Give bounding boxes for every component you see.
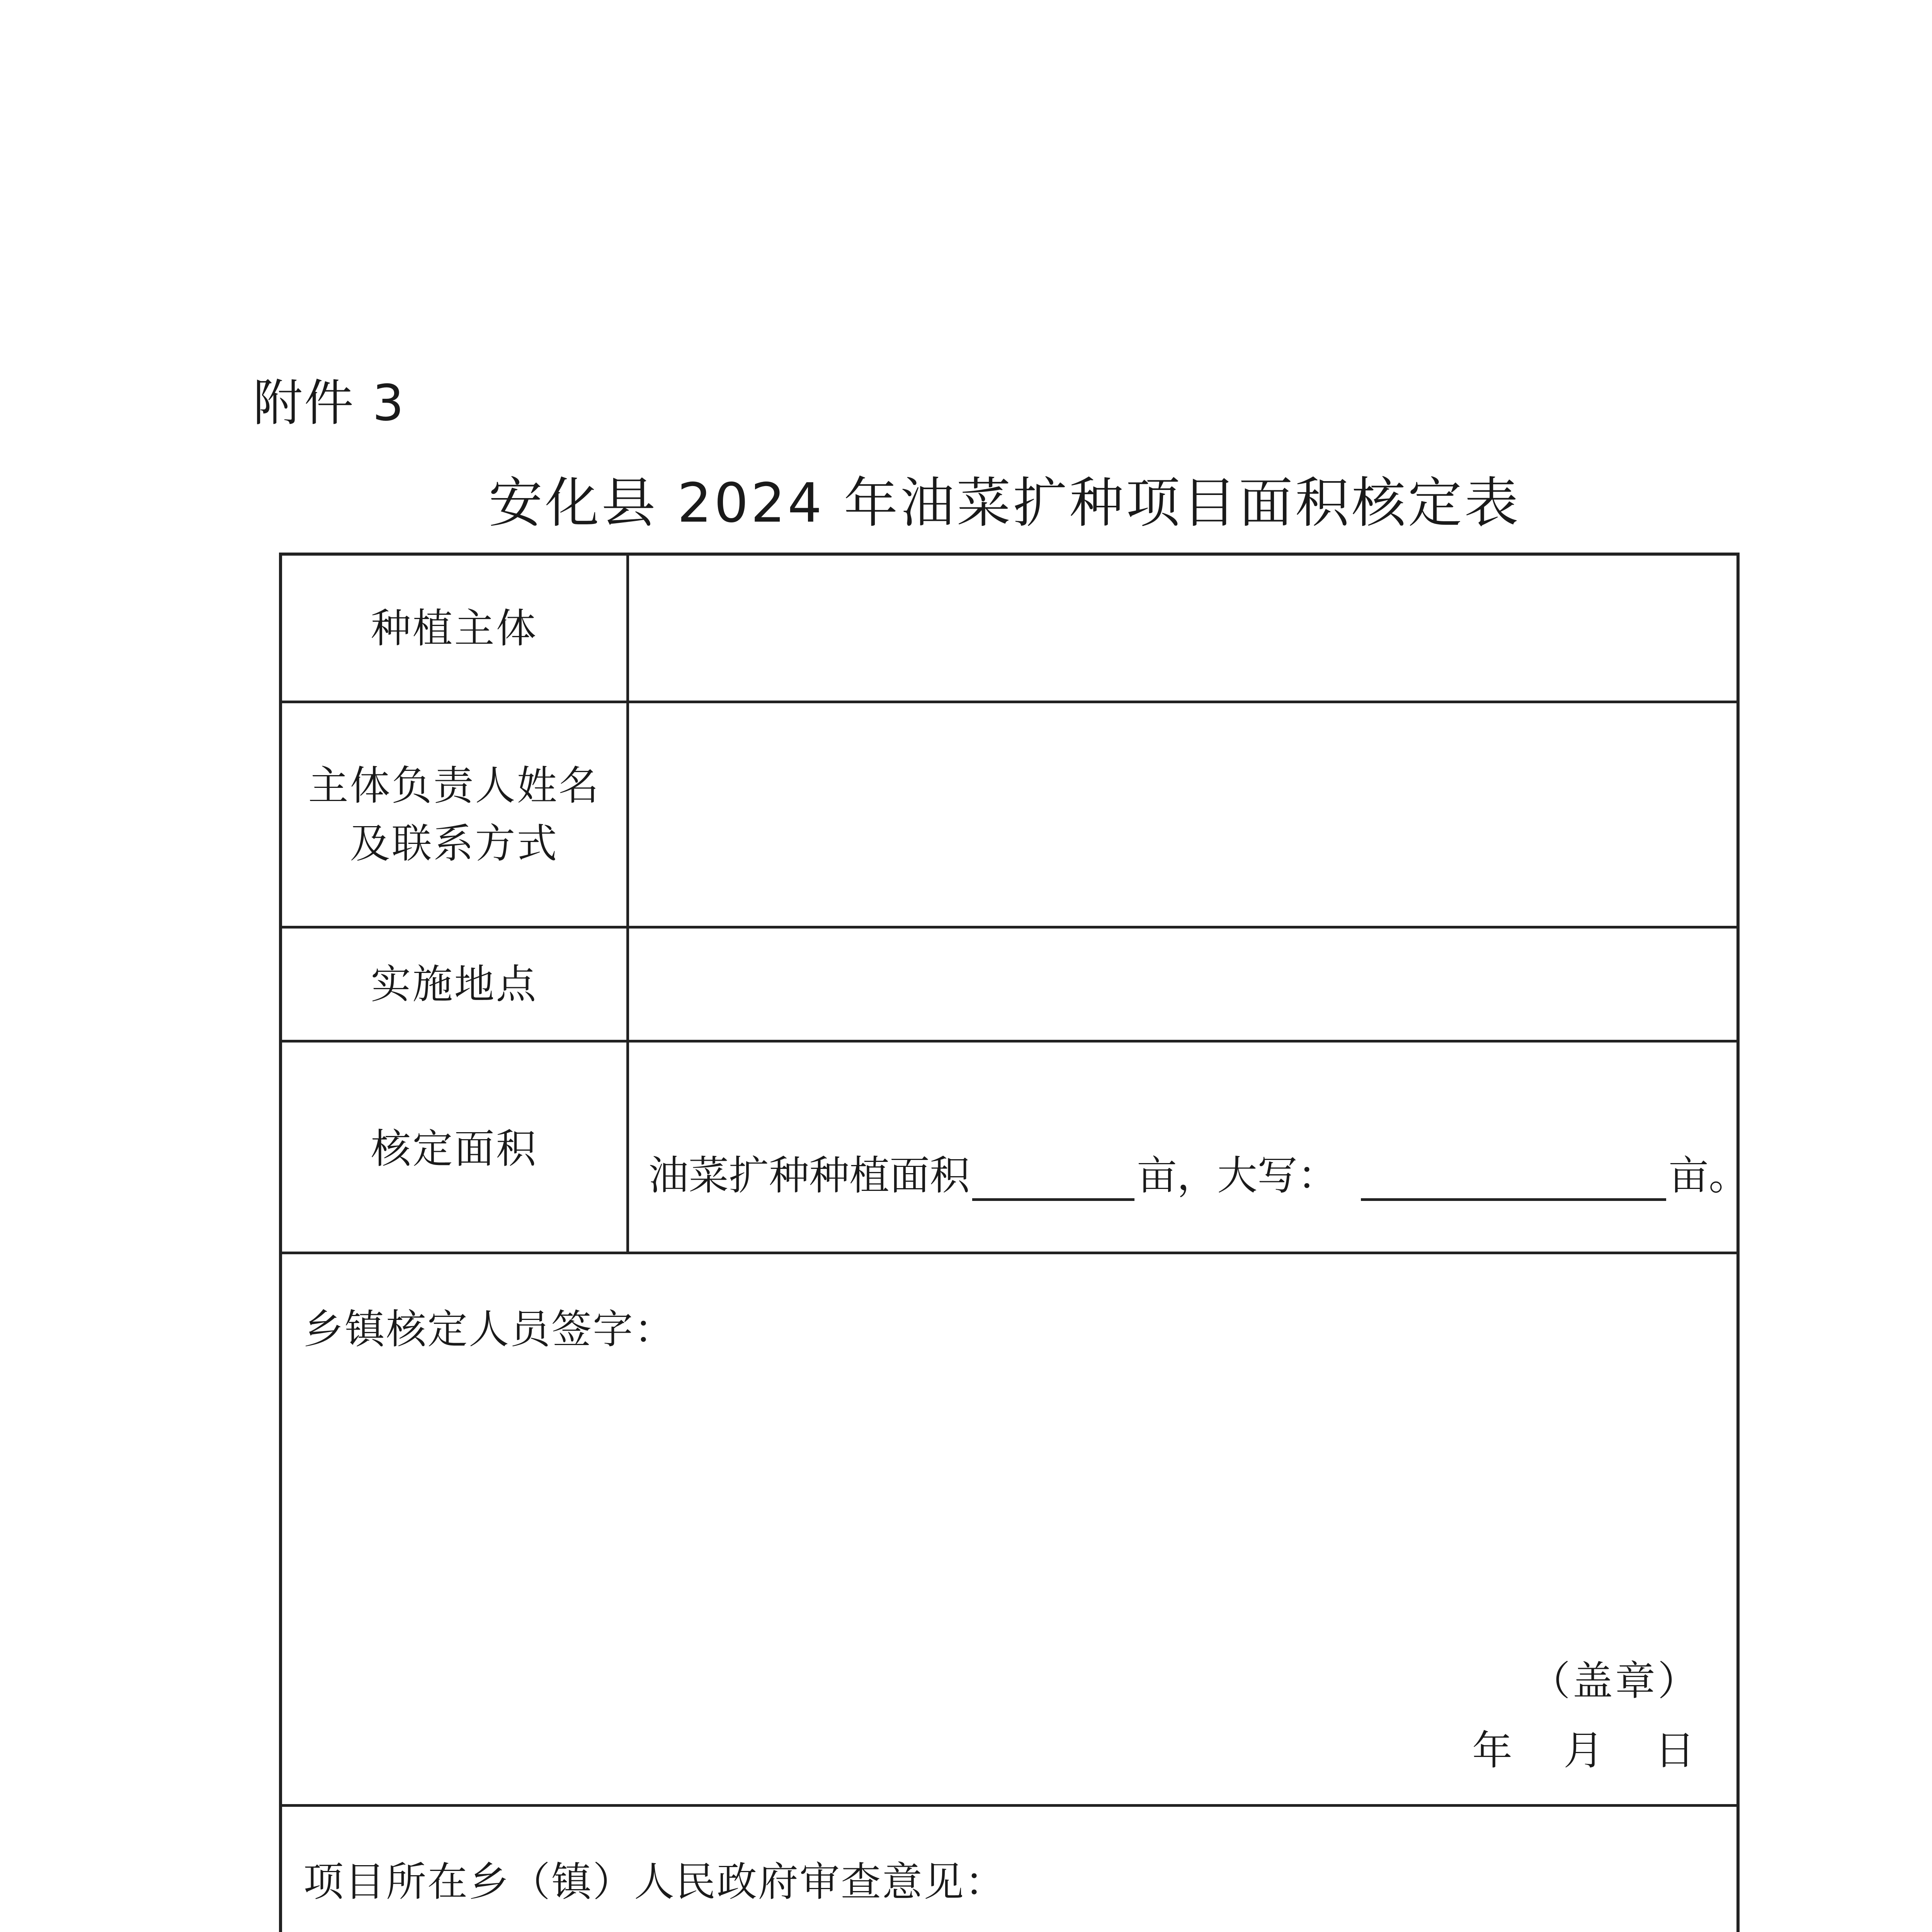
planting-entity-field[interactable]: [629, 556, 1736, 701]
contact-label-line2: 及联系方式: [350, 820, 559, 867]
area-unit-uppercase: 亩，大写：: [1137, 1152, 1338, 1199]
verified-area-cell: [629, 1043, 1749, 1252]
area-number-blank[interactable]: [972, 1160, 1134, 1201]
row-contact: [282, 703, 1736, 929]
contact-label: [282, 703, 629, 926]
verification-form-table: [279, 553, 1749, 1932]
row-township-signature: [282, 1254, 1736, 1807]
township-seal-text: （盖章）: [1530, 1657, 1701, 1704]
row-planting-entity: [282, 556, 1736, 703]
contact-field[interactable]: [629, 703, 1736, 926]
planting-entity-label: 种植主体: [282, 556, 629, 701]
row-government-opinion: [282, 1807, 1736, 1932]
area-uppercase-blank[interactable]: [1361, 1160, 1666, 1201]
page-title: 安化县 2024 年油菜扩种项目面积核定表: [488, 472, 1521, 535]
township-signature-label: 乡镇核定人员签字：: [303, 1306, 676, 1353]
area-statement: [648, 1143, 1749, 1201]
location-label: 实施地点: [282, 929, 629, 1040]
row-location: [282, 929, 1736, 1043]
government-opinion-label: 项目所在乡（镇）人民政府审查意见：: [303, 1858, 1007, 1905]
row-verified-area: [282, 1043, 1749, 1254]
contact-label-line1: 主体负责人姓名: [308, 762, 600, 809]
township-date: 年 月 日: [1472, 1727, 1695, 1774]
verified-area-label: 核定面积: [282, 1043, 629, 1252]
area-prefix: 油菜扩种种植面积: [648, 1152, 970, 1199]
location-field[interactable]: [629, 929, 1736, 1040]
area-unit-end: 亩。: [1668, 1152, 1749, 1199]
attachment-label: 附件 3: [253, 374, 406, 432]
